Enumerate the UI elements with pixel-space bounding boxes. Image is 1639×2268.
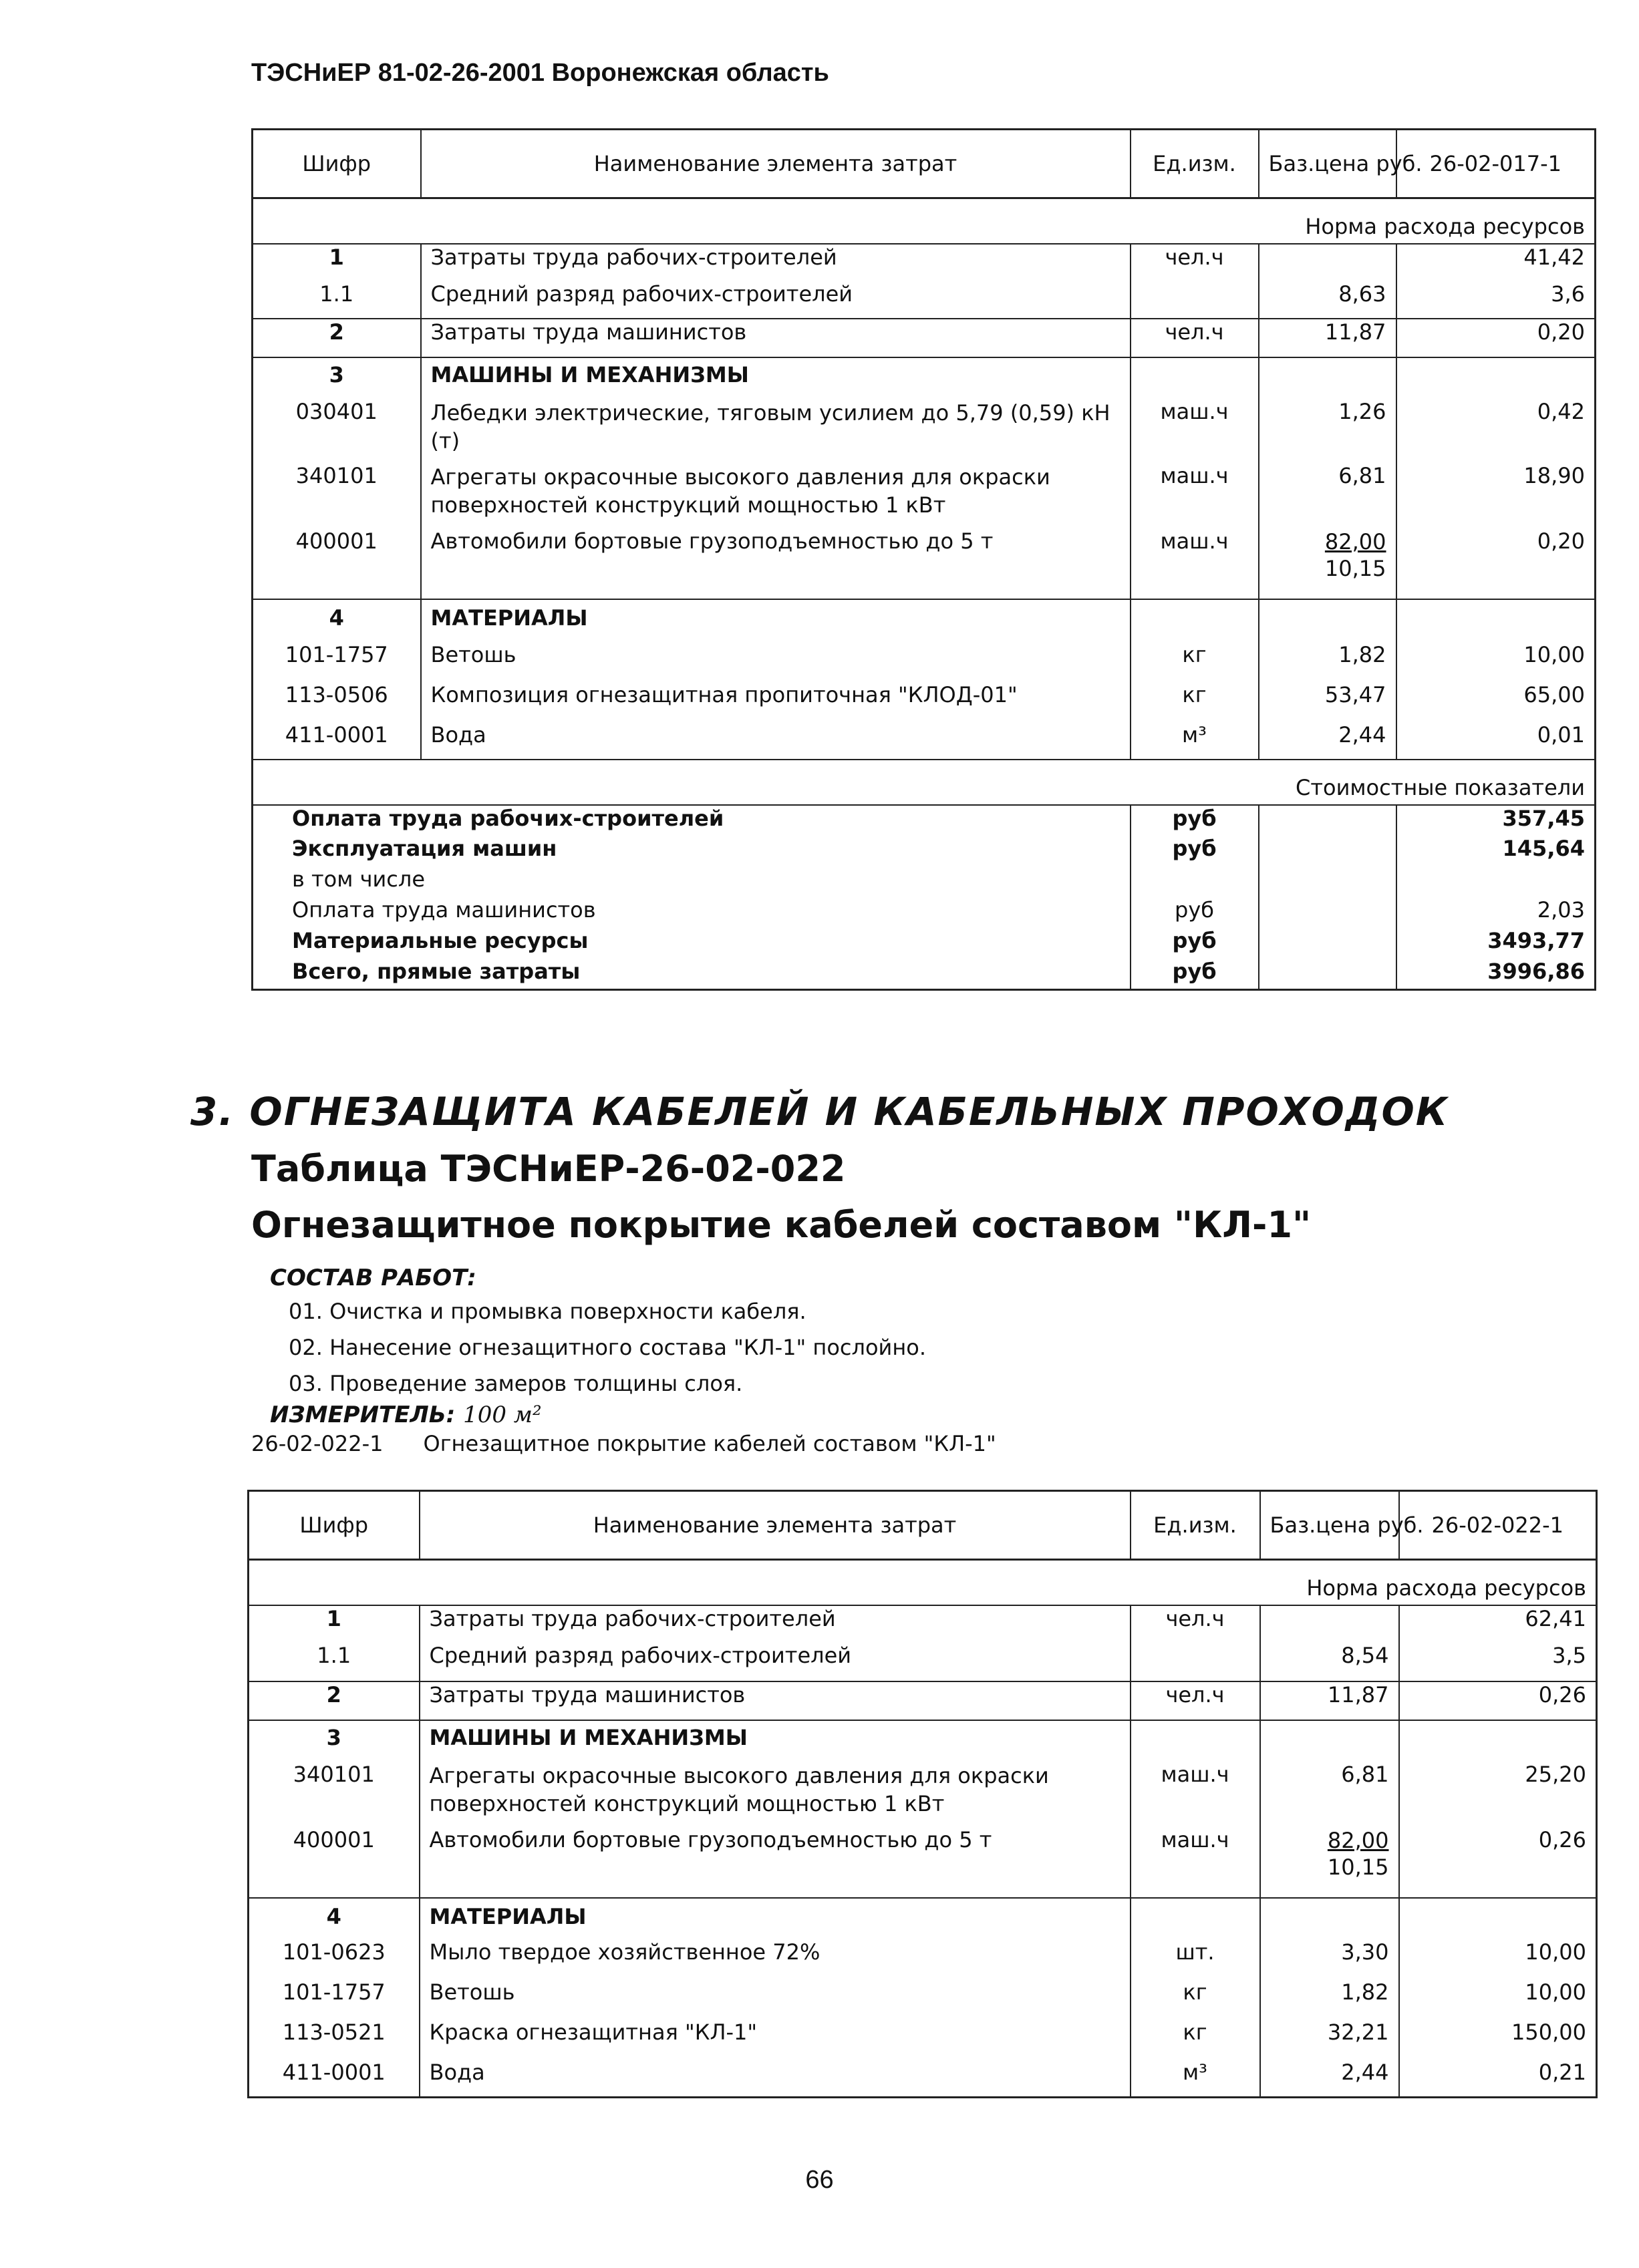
cost-name: Оплата труда рабочих-строителей	[253, 805, 1131, 836]
row-price-stack	[1259, 528, 1396, 599]
row-price-stack	[1260, 1827, 1399, 1898]
row-value: 150,00	[1511, 2019, 1586, 2045]
row-price: 11,87	[1259, 319, 1396, 357]
row-code: 2	[253, 319, 421, 357]
row-price: 2,44	[1260, 2060, 1399, 2097]
section-row-machines	[253, 357, 1596, 399]
row-value: 10,00	[1525, 1979, 1586, 2005]
row-unit: кг	[1131, 1979, 1260, 2019]
row-name: МАШИНЫ И МЕХАНИЗМЫ	[421, 357, 1131, 399]
row-name: Затраты труда машинистов	[420, 1681, 1131, 1720]
row-unit: чел.ч	[1131, 319, 1259, 357]
row-code: 101-0623	[282, 1939, 386, 1965]
row-price: 8,54	[1260, 1643, 1399, 1681]
row-price: 53,47	[1259, 682, 1396, 722]
row-value: 25,20	[1525, 1762, 1586, 1787]
row-value: 62,41	[1525, 1606, 1586, 1631]
row-code: 411-0001	[285, 722, 388, 748]
work-item: 02. Нанесение огнезащитного состава "КЛ-1" послойно.	[289, 1335, 927, 1360]
row-code: 400001	[295, 528, 378, 554]
row-name: Ветошь	[421, 642, 1131, 682]
cost-row	[253, 836, 1596, 866]
col-header-unit: Ед.изм.	[1131, 1491, 1260, 1560]
row-name: Ветошь	[420, 1979, 1131, 2019]
row-price: 6,81	[1259, 463, 1396, 528]
norm-label-row	[253, 198, 1596, 245]
row-price-secondary: 10,15	[1324, 556, 1386, 581]
cost-row	[253, 805, 1596, 836]
table-subtitle: Огнезащитное покрытие кабелей составом "КЛ-1"	[251, 1204, 1312, 1246]
cost-name: Всего, прямые затраты	[253, 959, 1131, 989]
row-value: 0,26	[1399, 1681, 1597, 1720]
section-title: 3. ОГНЕЗАЩИТА КАБЕЛЕЙ И КАБЕЛЬНЫХ ПРОХОДОК	[190, 1089, 1449, 1134]
row-code: 1.1	[319, 281, 354, 307]
row-name: Агрегаты окрасочные высокого давления для окраски поверхностей конструкций мощностью 1 кВт	[421, 463, 1131, 528]
col-header-name: Наименование элемента затрат	[420, 1491, 1131, 1560]
row-name: Средний разряд рабочих-строителей	[420, 1643, 1131, 1681]
row-code: 4	[249, 1898, 420, 1939]
running-header: ТЭСНиЕР 81-02-26-2001 Воронежская область	[251, 59, 829, 87]
row-unit: шт.	[1131, 1939, 1260, 1979]
row-price: 1,82	[1260, 1979, 1399, 2019]
col-header-unit: Ед.изм.	[1131, 130, 1259, 198]
row-price: 1,82	[1259, 642, 1396, 682]
cost-unit: руб	[1131, 928, 1259, 959]
row-unit: кг	[1131, 2019, 1260, 2060]
row-value: 10,00	[1523, 642, 1585, 667]
row-unit: м³	[1131, 2060, 1260, 2097]
row-unit: кг	[1131, 642, 1259, 682]
row-value: 0,26	[1538, 1827, 1586, 1852]
row-code: 3	[249, 1720, 420, 1762]
col-header-price: Баз.цена руб.	[1260, 1491, 1399, 1560]
cost-name: в том числе	[253, 866, 1131, 897]
table-row	[249, 2019, 1597, 2060]
table-row	[253, 528, 1596, 599]
cost-label: Стоимостные показатели	[253, 760, 1596, 805]
row-value: 0,20	[1396, 319, 1596, 357]
cost-value: 3996,86	[1487, 959, 1585, 984]
cost-unit: руб	[1131, 897, 1259, 928]
row-name: Композиция огнезащитная пропиточная "КЛОД-01"	[421, 682, 1131, 722]
table-row	[253, 463, 1596, 528]
cost-row	[253, 866, 1596, 897]
row-value: 3,5	[1552, 1643, 1586, 1668]
code-line-name: Огнезащитное покрытие кабелей составом "КЛ-1"	[423, 1431, 996, 1456]
row-code: 101-1757	[282, 1979, 386, 2005]
row-price	[1260, 1605, 1399, 1643]
table-header-row	[253, 130, 1596, 198]
row-code: 3	[253, 357, 421, 399]
row-name: Затраты труда рабочих-строителей	[421, 244, 1131, 281]
row-name: Затраты труда машинистов	[421, 319, 1131, 357]
row-value: 0,01	[1537, 722, 1585, 748]
cost-name: Оплата труда машинистов	[253, 897, 1131, 928]
row-name: Вода	[421, 722, 1131, 760]
composition-label: СОСТАВ РАБОТ:	[270, 1265, 476, 1291]
table-row	[249, 1605, 1597, 1643]
table-title: Таблица ТЭСНиЕР-26-02-022	[251, 1148, 846, 1190]
table-header-row	[249, 1491, 1597, 1560]
table-row	[253, 244, 1596, 281]
row-code: 113-0521	[282, 2019, 386, 2045]
table-row	[253, 399, 1596, 463]
row-code: 1	[329, 245, 344, 270]
cost-value	[1396, 866, 1596, 897]
row-price: 8,63	[1259, 281, 1396, 319]
measure-value: 100 м²	[463, 1402, 542, 1428]
row-code: 113-0506	[285, 682, 388, 707]
row-price-secondary: 10,15	[1327, 1854, 1389, 1880]
row-price: 2,44	[1259, 722, 1396, 760]
row-unit: маш.ч	[1131, 399, 1259, 463]
row-unit	[1131, 281, 1259, 319]
cost-label-row	[253, 760, 1596, 805]
measure-label: ИЗМЕРИТЕЛЬ:	[270, 1402, 456, 1428]
table-row	[249, 1939, 1597, 1979]
row-unit: кг	[1131, 682, 1259, 722]
row-unit: маш.ч	[1131, 528, 1259, 599]
work-item: 01. Очистка и промывка поверхности кабеля.	[289, 1299, 806, 1324]
row-name: Лебедки электрические, тяговым усилием до 5,79 (0,59) кН (т)	[421, 399, 1131, 463]
row-unit: чел.ч	[1131, 1681, 1260, 1720]
row-value: 65,00	[1523, 682, 1585, 707]
row-code: 1.1	[317, 1643, 351, 1668]
row-value: 3,6	[1551, 281, 1585, 307]
col-header-code: Шифр	[253, 130, 421, 198]
norm-label: Норма расхода ресурсов	[249, 1560, 1597, 1606]
cost-value: 3493,77	[1487, 928, 1585, 953]
row-value: 0,20	[1537, 528, 1585, 554]
row-code: 4	[253, 599, 421, 642]
row-code: 411-0001	[282, 2060, 386, 2085]
cost-row	[253, 928, 1596, 959]
row-name: Автомобили бортовые грузоподъемностью до 5 т	[421, 528, 1131, 599]
row-price: 1,26	[1259, 399, 1396, 463]
cost-unit: руб	[1131, 959, 1259, 989]
col-header-code: Шифр	[249, 1491, 420, 1560]
row-value: 18,90	[1523, 463, 1585, 488]
measure-line	[270, 1402, 542, 1428]
row-name: МАШИНЫ И МЕХАНИЗМЫ	[420, 1720, 1131, 1762]
row-name: Агрегаты окрасочные высокого давления для окраски поверхностей конструкций мощностью 1 кВт	[420, 1762, 1131, 1827]
cost-name: Эксплуатация машин	[253, 836, 1131, 866]
row-value: 0,42	[1537, 399, 1585, 424]
row-unit: чел.ч	[1131, 244, 1259, 281]
table-row	[249, 1979, 1597, 2019]
row-unit: чел.ч	[1131, 1605, 1260, 1643]
col-header-norm-code: 26-02-017-1	[1396, 130, 1596, 198]
row-unit: м³	[1131, 722, 1259, 760]
col-header-name: Наименование элемента затрат	[421, 130, 1131, 198]
work-item: 03. Проведение замеров толщины слоя.	[289, 1371, 743, 1396]
row-unit: маш.ч	[1131, 1827, 1260, 1898]
page-number: 66	[805, 2166, 834, 2194]
col-header-price: Баз.цена руб.	[1259, 130, 1396, 198]
row-code: 400001	[293, 1827, 375, 1852]
row-code: 2	[249, 1681, 420, 1720]
code-line-code: 26-02-022-1	[251, 1431, 384, 1456]
row-code: 340101	[295, 463, 378, 488]
code-line	[251, 1431, 996, 1456]
section-row-materials	[253, 599, 1596, 642]
row-unit: маш.ч	[1131, 1762, 1260, 1827]
row-name: МАТЕРИАЛЫ	[421, 599, 1131, 642]
table-row	[249, 1643, 1597, 1681]
row-price: 6,81	[1260, 1762, 1399, 1827]
row-name: Краска огнезащитная "КЛ-1"	[420, 2019, 1131, 2060]
table-row	[253, 642, 1596, 682]
row-price: 32,21	[1260, 2019, 1399, 2060]
row-unit	[1131, 1643, 1260, 1681]
row-price	[1259, 244, 1396, 281]
cost-row	[253, 897, 1596, 928]
cost-value: 145,64	[1502, 836, 1585, 861]
row-value: 10,00	[1525, 1939, 1586, 1965]
row-name: Затраты труда рабочих-строителей	[420, 1605, 1131, 1643]
cost-row	[253, 959, 1596, 989]
row-name: Мыло твердое хозяйственное 72%	[420, 1939, 1131, 1979]
table-row	[249, 2060, 1597, 2097]
norm-label: Норма расхода ресурсов	[253, 198, 1596, 245]
row-price: 11,87	[1260, 1681, 1399, 1720]
table-row	[249, 1681, 1597, 1720]
row-price: 82,00	[1324, 529, 1386, 554]
row-value: 0,21	[1538, 2060, 1586, 2085]
cost-name: Материальные ресурсы	[253, 928, 1131, 959]
table-row	[253, 281, 1596, 319]
table-row	[249, 1827, 1597, 1898]
cost-unit	[1131, 866, 1259, 897]
row-name: Вода	[420, 2060, 1131, 2097]
table-row	[253, 722, 1596, 760]
row-unit: маш.ч	[1131, 463, 1259, 528]
cost-unit: руб	[1131, 836, 1259, 866]
row-code: 340101	[293, 1762, 375, 1787]
section-row-machines	[249, 1720, 1597, 1762]
col-header-norm-code: 26-02-022-1	[1399, 1491, 1597, 1560]
table-row	[253, 682, 1596, 722]
cost-value: 2,03	[1537, 897, 1585, 923]
row-price: 82,00	[1327, 1828, 1389, 1853]
row-code: 101-1757	[285, 642, 388, 667]
section-row-materials	[249, 1898, 1597, 1939]
table-row	[249, 1762, 1597, 1827]
row-name: МАТЕРИАЛЫ	[420, 1898, 1131, 1939]
row-name: Средний разряд рабочих-строителей	[421, 281, 1131, 319]
cost-unit: руб	[1131, 805, 1259, 836]
norm-label-row	[249, 1560, 1597, 1606]
row-value: 41,42	[1523, 245, 1585, 270]
table-row	[253, 319, 1596, 357]
cost-value: 357,45	[1502, 806, 1585, 831]
row-code: 030401	[295, 399, 378, 424]
resource-table-26-02-017-1	[251, 128, 1596, 991]
resource-table-26-02-022-1	[247, 1490, 1598, 2098]
row-price: 3,30	[1260, 1939, 1399, 1979]
row-name: Автомобили бортовые грузоподъемностью до 5 т	[420, 1827, 1131, 1898]
row-code: 1	[326, 1606, 341, 1631]
